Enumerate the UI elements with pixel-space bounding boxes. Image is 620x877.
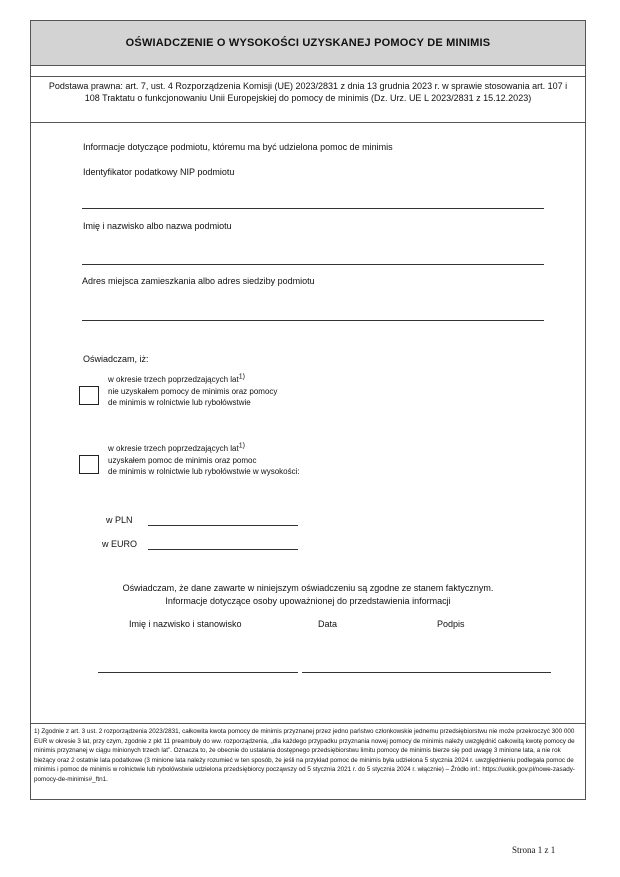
option2-footnote-ref: 1): [238, 442, 245, 450]
name-field-line: [82, 264, 544, 265]
option2-line1: w okresie trzech poprzedzających lat: [108, 444, 239, 453]
signatory-name-line[interactable]: [98, 672, 298, 673]
option2-text: [108, 443, 300, 478]
page-number: Strona 1 z 1: [512, 845, 556, 855]
address-field-line: [82, 320, 544, 321]
footnote: 1) Zgodnie z art. 3 ust. 2 rozporządzenia 2023/2831, całkowita kwota pomocy de minimis przyznanej przez jedno państwo członkowskie jednemu przedsiębiorstwu nie może przekroczyć 300 000 EUR w okresie 3 lat, przy czym, zgodnie z pkt 11 preambuły do ww. rozporządzenia, „dla każdego przypadku przyznania nowej pomocy de minimis należy uwzględnić całkowitą kwotę pomocy de minimis przyznanej w ciągu minionych trzech lat”. Oznacza to, że obecnie do ustalania dostępnego przedsiębiorstwu limitu pomocy de minimis bierze się pod uwagę 3 minione lata, a nie rok bieżący oraz 2 ostatnie lata podatkowe (3 minione lata należy rozumieć w ten sposób, że jeśli na przykład pomoc de minimis była udzielona 5 stycznia 2024 r. uwzględnieniu podlegała pomoc de minimis i pomoc de minimis w rolnictwie lub rybołówstwie udzielona przedsiębiorcy począwszy od 5 stycznia 2021 r. do 5 stycznia 2024 r. włącznie) – Źródło inf.: https://uokik.gov.pl/nowe-zasady-pomocy-de-minimis#_ftn1.: [31, 723, 585, 799]
signature-header: Podpis: [437, 619, 465, 629]
date-signature-line[interactable]: [302, 672, 551, 673]
entity-section-heading: Informacje dotyczące podmiotu, któremu ma być udzielona pomoc de minimis: [83, 142, 393, 152]
name-label: Imię i nazwisko albo nazwa podmiotu: [83, 221, 232, 231]
address-label: Adres miejsca zamieszkania albo adres siedziby podmiotu: [82, 276, 315, 286]
pln-field-line: [148, 525, 298, 526]
form-frame: [30, 20, 586, 800]
legal-basis: Podstawa prawna: art. 7, ust. 4 Rozporządzenia Komisji (UE) 2023/2831 z dnia 13 grudnia 2023 r. w sprawie stosowania art. 107 i 108 Traktatu o funkcjonowaniu Unii Europejskiej do pomocy de minimis (Dz. Urz. UE L 2023/2831 z 15.12.2023): [31, 76, 585, 123]
option1-line2: nie uzyskałem pomocy de minimis oraz pomocy: [108, 386, 278, 396]
option2-line2: uzyskałem pomoc de minimis oraz pomoc: [108, 455, 257, 465]
statement-line2: Informacje dotyczące osoby upoważnionej do przedstawienia informacji: [165, 596, 451, 606]
option1-text: [108, 374, 277, 409]
eur-field-line: [148, 549, 298, 550]
nip-label: Identyfikator podatkowy NIP podmiotu: [83, 167, 235, 177]
option1-footnote-ref: 1): [238, 373, 245, 381]
nip-field-line: [82, 208, 544, 209]
pln-label: w PLN: [106, 515, 133, 525]
option1-line3: de minimis w rolnictwie lub rybołówstwie: [108, 398, 251, 407]
declaration-intro: Oświadczam, iż:: [83, 354, 149, 364]
option1-checkbox[interactable]: [79, 386, 99, 405]
option2-line3: de minimis w rolnictwie lub rybołówstwie w wysokości:: [108, 467, 300, 476]
date-header: Data: [318, 619, 338, 629]
option2-checkbox[interactable]: [79, 455, 99, 474]
statement-line1: Oświadczam, że dane zawarte w niniejszym oświadczeniu są zgodne ze stanem faktycznym.: [122, 583, 494, 593]
option1-line1: w okresie trzech poprzedzających lat: [108, 375, 239, 384]
form-title: OŚWIADCZENIE O WYSOKOŚCI UZYSKANEJ POMOCY DE MINIMIS: [31, 21, 585, 66]
signatory-name-header: Imię i nazwisko i stanowisko: [129, 619, 242, 629]
eur-label: w EURO: [102, 539, 138, 549]
